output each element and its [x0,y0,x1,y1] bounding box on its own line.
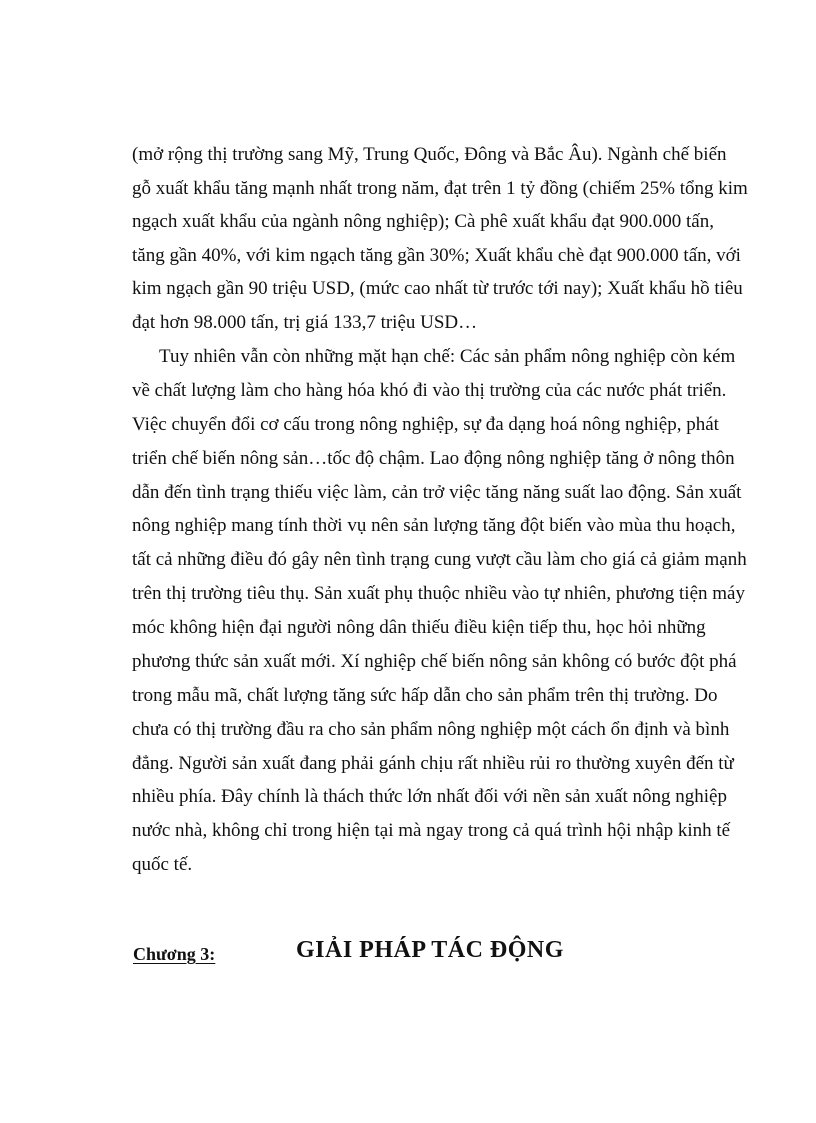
paragraph-2-line: Việc chuyển đổi cơ cấu trong nông nghiệp, sự đa dạng hoá nông nghiệp, phát [132,414,719,435]
paragraph-2-line: chưa có thị trường đầu ra cho sản phẩm nông nghiệp một cách ổn định và bình [132,719,730,740]
paragraph-1-line: kim ngạch gần 90 triệu USD, (mức cao nhất từ trước tới nay); Xuất khẩu hồ tiêu [132,278,743,299]
paragraph-1-line: đạt hơn 98.000 tấn, trị giá 133,7 triệu USD… [132,312,478,333]
paragraph-1-line: ngạch xuất khẩu của ngành nông nghiệp); Cà phê xuất khẩu đạt 900.000 tấn, [132,211,714,232]
paragraph-2-line: phương thức sản xuất mới. Xí nghiệp chế biến nông sản không có bước đột phá [132,651,737,672]
paragraph-2-line: đẳng. Người sản xuất đang phải gánh chịu rất nhiều rủi ro thường xuyên đến từ [132,753,734,774]
paragraph-2-line: Tuy nhiên vẫn còn những mặt hạn chế: Các sản phẩm nông nghiệp còn kém [159,346,736,367]
paragraph-2-line: nhiều phía. Đây chính là thách thức lớn nhất đối với nền sản xuất nông nghiệp [132,786,727,807]
paragraph-1-line: (mở rộng thị trường sang Mỹ, Trung Quốc, Đông và Bắc Âu). Ngành chế biến [132,144,727,165]
chapter-title: GIẢI PHÁP TÁC ĐỘNG [296,937,564,963]
paragraph-2-line: nông nghiệp mang tính thời vụ nên sản lượng tăng đột biến vào mùa thu hoạch, [132,515,736,536]
paragraph-2-line: móc không hiện đại người nông dân thiếu điều kiện tiếp thu, học hỏi những [132,617,706,638]
paragraph-1-line: tăng gần 40%, với kim ngạch tăng gần 30%; Xuất khẩu chè đạt 900.000 tấn, với [132,245,741,266]
paragraph-2-line: tất cả những điều đó gây nên tình trạng cung vượt cầu làm cho giá cả giảm mạnh [132,549,747,570]
paragraph-1-line: gỗ xuất khẩu tăng mạnh nhất trong năm, đạt trên 1 tỷ đồng (chiếm 25% tổng kim [132,178,748,199]
paragraph-2-line: quốc tế. [132,854,193,875]
paragraph-2-line: trong mẫu mã, chất lượng tăng sức hấp dẫn cho sản phẩm trên thị trường. Do [132,685,718,706]
paragraph-2-line: trên thị trường tiêu thụ. Sản xuất phụ thuộc nhiều vào tự nhiên, phương tiện máy [132,583,745,604]
paragraph-2-line: dẫn đến tình trạng thiếu việc làm, cản trở việc tăng năng suất lao động. Sản xuất [132,482,742,503]
chapter-label: Chương 3: [133,944,216,964]
paragraph-2-line: triển chế biến nông sản…tốc độ chậm. Lao động nông nghiệp tăng ở nông thôn [132,448,735,469]
paragraph-2-line: về chất lượng làm cho hàng hóa khó đi vào thị trường của các nước phát triển. [132,380,727,401]
paragraph-2-line: nước nhà, không chỉ trong hiện tại mà ngay trong cả quá trình hội nhập kinh tế [132,820,731,841]
